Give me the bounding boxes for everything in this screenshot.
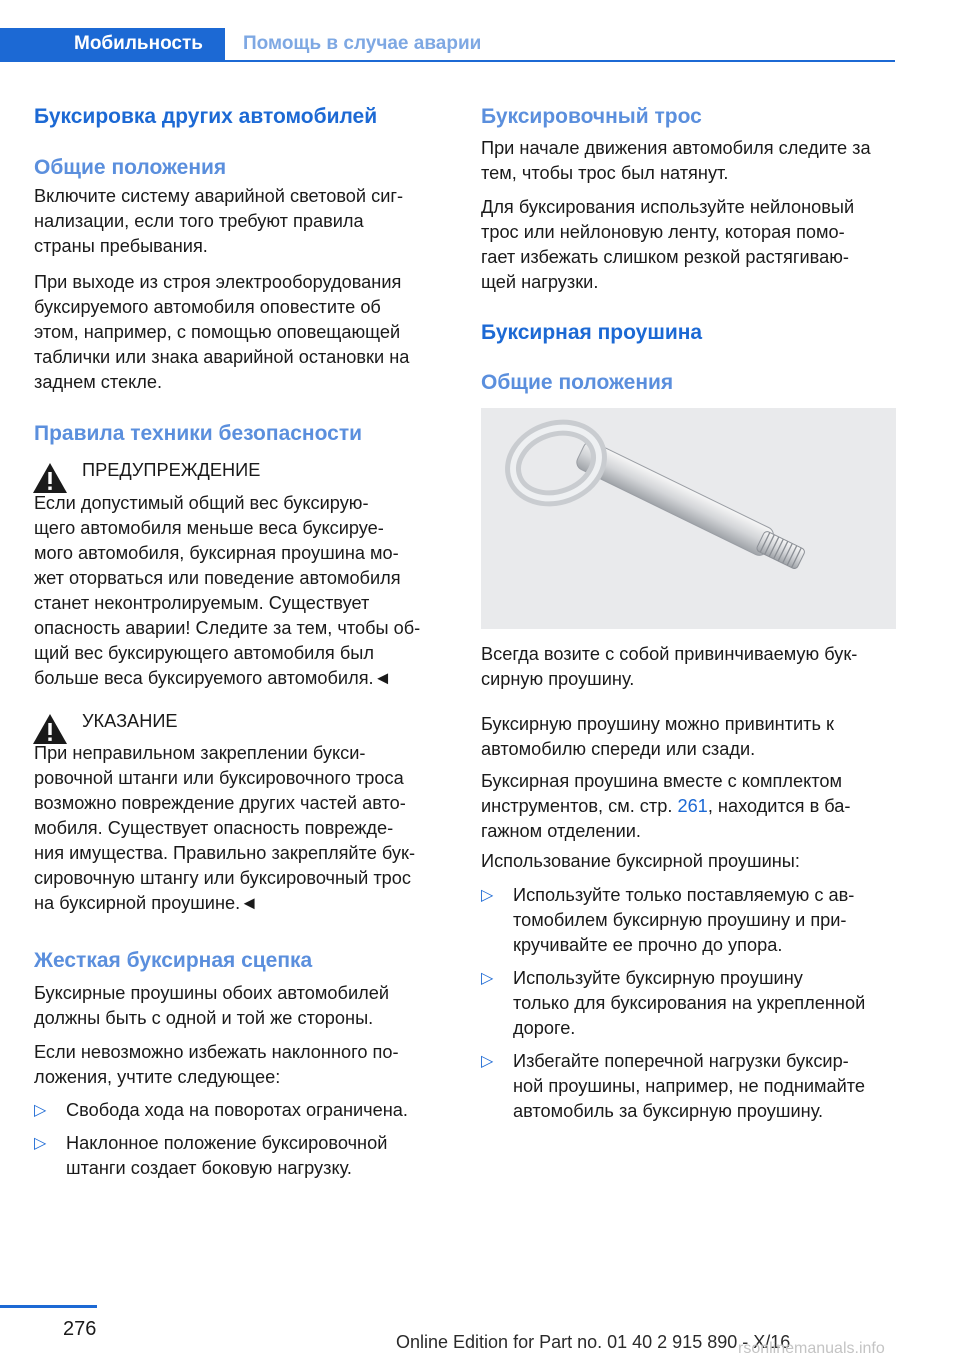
text-line: тем, чтобы трос был натянут.	[481, 163, 729, 183]
list-item-text: кручивайте ее прочно до упора.	[513, 935, 783, 955]
list-item-text: Используйте только поставляемую с ав-	[513, 885, 855, 905]
text-line: щей нагрузки.	[481, 272, 599, 292]
page-number: 276	[63, 1318, 97, 1340]
page-reference-link[interactable]: 261	[677, 796, 708, 816]
toolkit-text-pre: инструментов, см. стр.	[481, 796, 678, 816]
section-tab-mobility[interactable]: Мобильность	[0, 28, 225, 62]
paragraph-rope-tension	[481, 136, 871, 186]
list-item-text: Избегайте поперечной нагрузки буксир-	[513, 1051, 849, 1071]
text-line: При неправильном закреплении букси-	[34, 743, 366, 763]
text-line: Буксирные проушины обоих автомобилей	[34, 983, 389, 1003]
text-line: станет неконтролируемым. Существует	[34, 593, 370, 613]
text-line: ложения, учтите следующее:	[34, 1067, 281, 1087]
list-item	[481, 1049, 865, 1124]
heading-general-2: Общие положения	[481, 371, 674, 394]
text-line: При выходе из строя электрооборудования	[34, 272, 402, 292]
list-item-text: ной проушины, например, не поднимайте	[513, 1076, 866, 1096]
toolkit-line-1: Буксирная проушина вместе с комплектом	[481, 771, 843, 791]
text-line: сировочную штангу или буксировочный трос	[34, 868, 411, 888]
text-line: ровочной штанги или буксировочного троса	[34, 768, 404, 788]
list-item	[481, 966, 865, 1041]
paragraph-carry-eye	[481, 642, 857, 692]
towing-eye-illustration	[481, 408, 896, 629]
paragraph-electrical-failure	[34, 270, 409, 395]
warning-text	[34, 491, 420, 691]
paragraph-inclined	[34, 1040, 399, 1090]
text-line: ния имущества. Правильно закрепляйте бук-	[34, 843, 415, 863]
text-line: автомобилю спереди или сзади.	[481, 739, 756, 759]
heading-tow-rope: Буксировочный трос	[481, 105, 702, 128]
watermark: rsonlinemanuals.info	[738, 1340, 885, 1357]
text-line: Включите систему аварийной световой сиг-	[34, 186, 404, 206]
notice-text	[34, 741, 415, 916]
paragraph-nylon-rope	[481, 195, 854, 295]
text-line: трос или нейлоновую ленту, которая помо-	[481, 222, 845, 242]
toolkit-line-3: гажном отделении.	[481, 821, 641, 841]
bullet-triangle-icon: ▷	[34, 1135, 47, 1152]
left-bullet-list	[34, 1098, 408, 1189]
notice-title: УКАЗАНИЕ	[82, 711, 178, 731]
list-item-text: только для буксирования на укрепленной	[513, 993, 866, 1013]
paragraph-eye-usage	[481, 849, 800, 874]
warning-triangle-icon	[32, 462, 68, 494]
text-line: сирную проушину.	[481, 669, 635, 689]
bullet-triangle-icon: ▷	[481, 1053, 494, 1070]
heading-rigid-coupling: Жесткая буксирная сцепка	[34, 949, 313, 972]
list-item-text: автомобиль за буксирную проушину.	[513, 1101, 824, 1121]
text-line: мого автомобиля, буксирная проушина мо-	[34, 543, 399, 563]
text-line: Если невозможно избежать наклонного по-	[34, 1042, 399, 1062]
text-line: Для буксирования используйте нейлоновый	[481, 197, 855, 217]
text-line: щего автомобиля меньше веса буксируе-	[34, 518, 384, 538]
list-item-text: томобилем буксирную проушину и при-	[513, 910, 847, 930]
text-line: нализации, если того требуют правила	[34, 211, 364, 231]
bullet-triangle-icon: ▷	[34, 1102, 47, 1119]
text-line: щий вес буксирующего автомобиля был	[34, 643, 374, 663]
bullet-triangle-icon: ▷	[481, 887, 494, 904]
bullet-triangle-icon: ▷	[481, 970, 494, 987]
list-item-text: Свобода хода на поворотах ограничена.	[66, 1100, 408, 1120]
text-line: гает избежать слишком резкой растягиваю-	[481, 247, 849, 267]
text-line: При начале движения автомобиля следите за	[481, 138, 871, 158]
text-line: жет оторваться или поведение автомобиля	[34, 568, 401, 588]
header-rule	[225, 60, 895, 62]
paragraph-same-side	[34, 981, 389, 1031]
section-tab-emergency-help[interactable]: Помощь в случае аварии	[243, 33, 482, 54]
heading-general: Общие положения	[34, 156, 227, 179]
paragraph-hazard-lights	[34, 184, 403, 259]
text-line: мобиля. Существует опасность поврежде-	[34, 818, 394, 838]
text-line: Буксирную проушину можно привинтить к	[481, 714, 834, 734]
towing-eye-image	[481, 408, 896, 629]
heading-towing-other-vehicles: Буксировка других автомобилей	[34, 105, 378, 128]
text-line: должны быть с одной и той же стороны.	[34, 1008, 374, 1028]
text-line: этом, например, с помощью оповещающей	[34, 322, 401, 342]
heading-safety-rules: Правила техники безопасности	[34, 422, 363, 445]
list-item-text: дороге.	[513, 1018, 576, 1038]
edition-footer: Online Edition for Part no. 01 40 2 915 890 - X/16	[396, 1332, 791, 1352]
page-number-bar	[0, 1305, 97, 1308]
page-header	[0, 0, 960, 62]
list-item-text: Наклонное положение буксировочной	[66, 1133, 388, 1153]
text-line: на буксирной проушине.◄	[34, 893, 259, 913]
paragraph-toolkit	[481, 769, 850, 844]
text-line: больше веса буксируемого автомобиля.◄	[34, 668, 392, 688]
list-item-text: Используйте буксирную проушину	[513, 968, 803, 988]
right-bullet-list	[481, 883, 865, 1132]
paragraph-front-rear	[481, 712, 834, 762]
list-item	[481, 883, 865, 958]
text-line: Если допустимый общий вес буксирую-	[34, 493, 369, 513]
text-line: таблички или знака аварийной остановки на	[34, 347, 410, 367]
toolkit-line-2	[481, 794, 850, 819]
list-item	[34, 1131, 408, 1181]
text-line: Всегда возите с собой привинчиваемую бук-	[481, 644, 858, 664]
toolkit-text-post: , находится в ба-	[707, 796, 851, 816]
list-item	[34, 1098, 408, 1123]
text-line: возможно повреждение других частей авто-	[34, 793, 406, 813]
text-line: Использование буксирной проушины:	[481, 851, 800, 871]
text-line: опасность аварии! Следите за тем, чтобы об-	[34, 618, 421, 638]
text-line: страны пребывания.	[34, 236, 208, 256]
list-item-text: штанги создает боковую нагрузку.	[66, 1158, 352, 1178]
text-line: буксируемого автомобиля оповестите об	[34, 297, 381, 317]
heading-towing-eye: Буксирная проушина	[481, 321, 703, 344]
text-line: заднем стекле.	[34, 372, 163, 392]
warning-title: ПРЕДУПРЕЖДЕНИЕ	[82, 460, 261, 480]
